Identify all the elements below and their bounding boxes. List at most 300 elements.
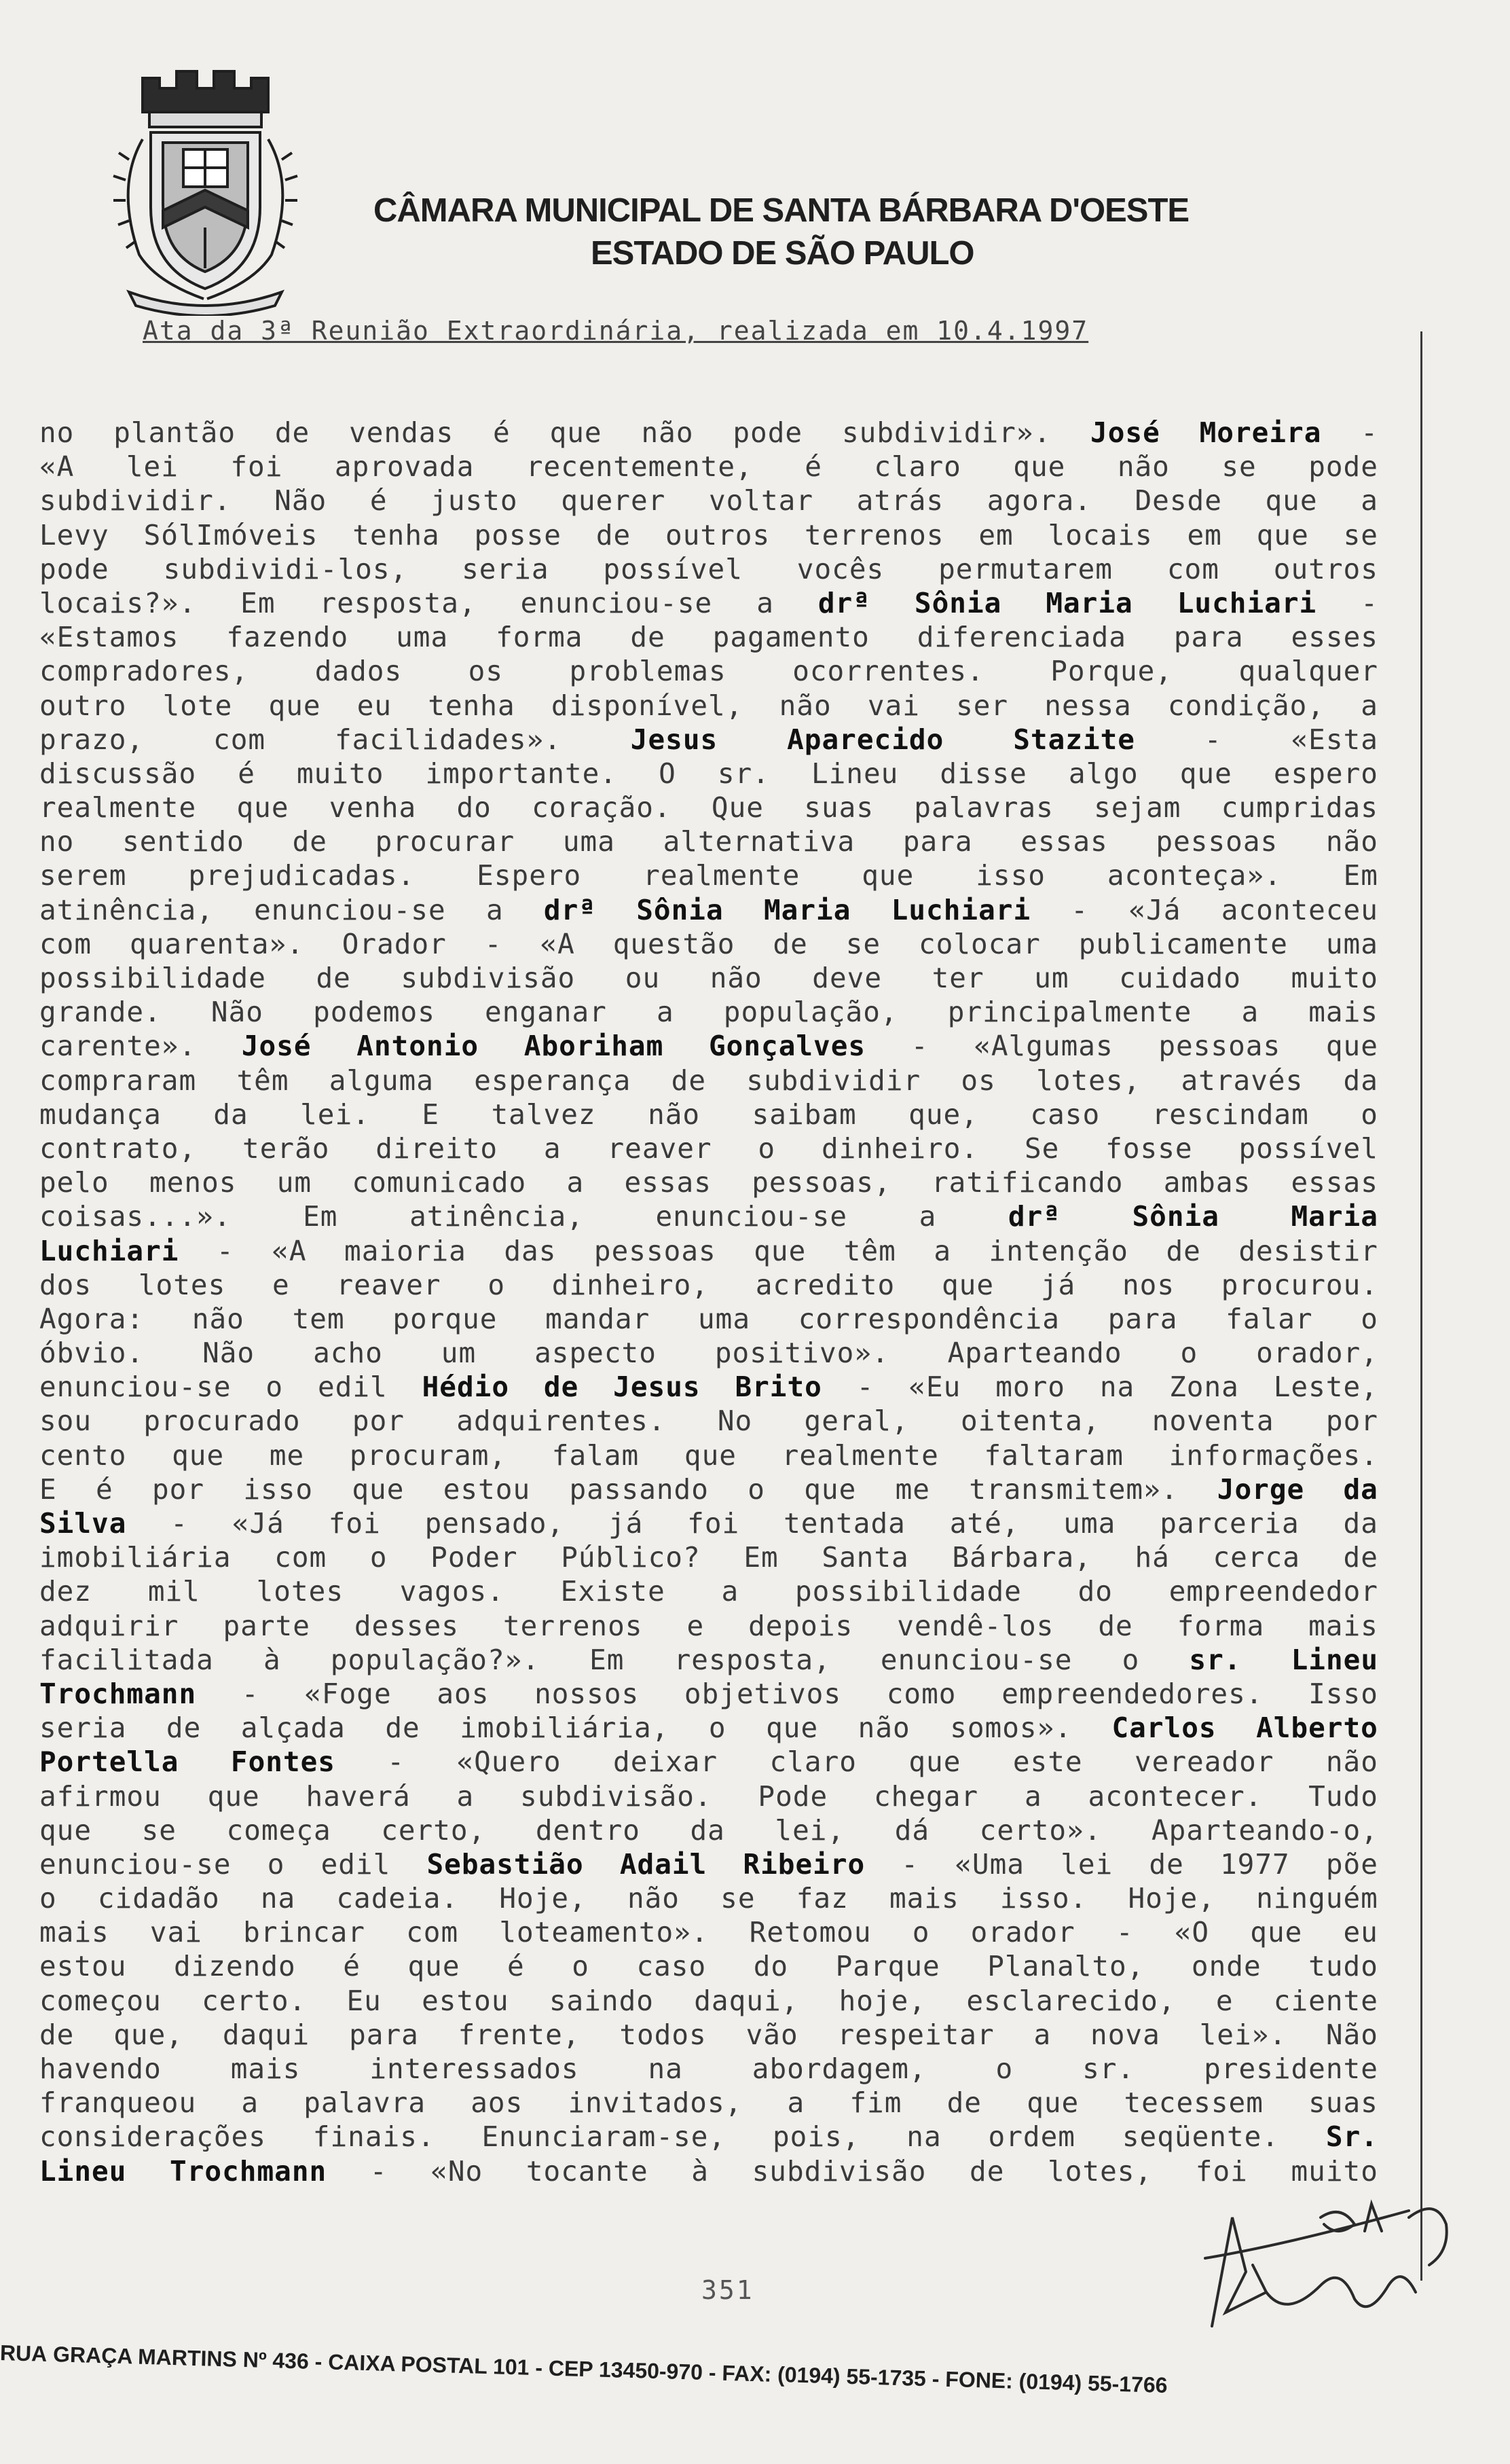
text-word: cento (39, 1438, 127, 1472)
text-word: o (369, 1541, 388, 1574)
text-word: grande. (39, 996, 162, 1029)
text-word: enunciou-se (254, 893, 446, 926)
text-word: realmente (39, 791, 197, 825)
text-word: para (1173, 621, 1244, 654)
text-word: que (207, 1779, 260, 1813)
text-word: que (39, 1813, 92, 1847)
text-word: Espero (477, 859, 582, 892)
text-word: é (95, 1472, 113, 1506)
text-word: aconteceu (1221, 893, 1378, 926)
text-word: lei (1061, 1847, 1113, 1881)
text-word: que (941, 1268, 995, 1301)
text-word: por (151, 1472, 205, 1506)
text-word: este (1012, 1745, 1083, 1779)
text-word: prejudicadas. (188, 859, 416, 892)
text-word: de (1343, 1541, 1378, 1574)
text-line (39, 927, 1378, 961)
text-word: Santa (822, 1541, 909, 1574)
text-word: aconteça». (1107, 859, 1282, 892)
text-word: «Já (232, 1507, 284, 1540)
text-word: seria (39, 1711, 127, 1745)
text-word: o (1361, 1302, 1378, 1335)
text-word: palavras (914, 791, 1054, 825)
text-word: não (627, 1882, 680, 1915)
text-word: compradores, (39, 655, 249, 688)
text-word: coisas...». (39, 1200, 232, 1233)
text-word: noventa (1152, 1405, 1274, 1438)
text-word: do (1078, 1575, 1113, 1608)
speaker-name-word: Sônia (1132, 1200, 1219, 1233)
text-word: prazo, (39, 723, 145, 756)
text-word: acredito (755, 1268, 896, 1301)
text-word: o (572, 1950, 589, 1983)
text-word: é (507, 1950, 525, 1983)
text-word: realmente (781, 1438, 939, 1472)
text-word: é (369, 484, 388, 518)
text-word: pagamento (712, 621, 870, 654)
text-word: a (1024, 1779, 1042, 1813)
text-line (39, 484, 1378, 518)
text-word: espero (1273, 757, 1378, 790)
text-word: sentido (122, 825, 244, 858)
text-line (39, 654, 1378, 688)
text-word: dá (894, 1813, 930, 1847)
text-word: Hoje, (1128, 1882, 1215, 1915)
text-word: carente». (39, 1030, 197, 1063)
text-word: a (919, 1200, 937, 1233)
text-word: interessados (369, 2052, 579, 2085)
text-word: daqui, (694, 1984, 799, 2017)
text-word: população?». (330, 1643, 540, 1676)
text-word: aos (437, 1677, 490, 1710)
speaker-name-word: sr. (1189, 1643, 1242, 1676)
text-word: frente, (458, 2018, 581, 2051)
text-word: dados (314, 655, 403, 688)
text-word: Lineu (811, 757, 899, 790)
text-word: Desde (1135, 484, 1222, 518)
text-word: a (1361, 484, 1378, 518)
text-word: venha (329, 791, 417, 825)
text-word: positivo». (714, 1337, 889, 1370)
text-word: Em (240, 586, 276, 619)
text-word: franqueou (39, 2086, 197, 2120)
text-word: «Foge (304, 1677, 392, 1710)
text-word: pessoas (1158, 1030, 1281, 1063)
text-word: edil (317, 1371, 388, 1404)
text-word: estou (422, 1984, 509, 2017)
text-word: que (684, 1438, 737, 1472)
speaker-name-word: Jesus (630, 723, 718, 756)
text-word: Público? (561, 1541, 701, 1574)
text-word: chegar (874, 1779, 979, 1813)
text-word: de (946, 2086, 982, 2120)
text-word: parte (223, 1609, 310, 1642)
text-word: talvez (491, 1098, 596, 1131)
speaker-name-word: Luchiari (891, 893, 1031, 926)
text-word: Leste, (1273, 1371, 1378, 1404)
speaker-name-word: Lineu (39, 2154, 127, 2188)
text-word: discussão (39, 757, 197, 790)
text-word: a (241, 2086, 259, 2120)
text-word: diferenciada (917, 621, 1126, 654)
text-line (39, 1064, 1378, 1098)
text-word: Não (210, 996, 263, 1029)
text-word: se (1343, 518, 1378, 551)
text-word: que (1179, 757, 1232, 790)
text-word: a (721, 1575, 739, 1608)
text-word: aspecto (534, 1337, 657, 1370)
text-word: - (369, 2154, 388, 2188)
text-line (39, 2018, 1378, 2052)
text-word: transmitem». (969, 1472, 1179, 1506)
text-line (39, 450, 1378, 484)
text-word: reaver (607, 1131, 712, 1165)
text-word: a (656, 996, 674, 1029)
text-word: da (690, 1813, 725, 1847)
text-word: a (787, 2086, 805, 2120)
right-margin-rule (1420, 331, 1422, 2281)
text-word: ter (932, 962, 984, 994)
speaker-name-word: Lineu (1291, 1643, 1378, 1676)
speaker-name-word: Silva (39, 1507, 127, 1540)
text-word: em (978, 518, 1014, 551)
text-word: caso (1030, 1098, 1101, 1131)
text-line (39, 893, 1378, 927)
speaker-name-word: Adail (619, 1847, 707, 1881)
text-word: pensado, (424, 1507, 565, 1540)
text-word: não (858, 1711, 910, 1745)
speaker-name-word: Luchiari (39, 1234, 179, 1267)
text-word: porque (392, 1302, 498, 1335)
text-word: geral, (804, 1405, 909, 1438)
speaker-name-word: Ribeiro (743, 1847, 866, 1881)
text-word: de (385, 1711, 420, 1745)
text-word: - (484, 927, 502, 960)
text-word: somos». (950, 1711, 1072, 1745)
text-line (39, 1540, 1378, 1574)
text-line (39, 416, 1378, 450)
text-line (39, 1915, 1378, 1949)
text-word: objetivos (684, 1677, 842, 1710)
text-word: não (779, 689, 832, 722)
speaker-name-word: Alberto (1256, 1711, 1378, 1745)
text-line (39, 518, 1378, 552)
text-word: certo». (979, 1813, 1102, 1847)
text-word: voltar (708, 484, 814, 518)
text-word: «Já (1128, 893, 1181, 926)
handwritten-signatures (1185, 2190, 1484, 2347)
text-word: de (274, 416, 310, 449)
text-word: invitados, (568, 2086, 743, 2120)
text-word: de (1149, 1847, 1184, 1881)
text-word: Planalto, (987, 1950, 1145, 1983)
text-word: desistir (1238, 1234, 1378, 1267)
text-word: reaver (336, 1268, 441, 1301)
text-word: «Estamos (39, 621, 179, 654)
text-word: mais (39, 1916, 109, 1949)
text-word: pois, (772, 2120, 860, 2154)
text-word: compraram (39, 1064, 197, 1097)
text-word: dos (39, 1268, 92, 1301)
text-line (39, 2086, 1378, 2120)
text-word: de (970, 2154, 1005, 2188)
address-footer (0, 2340, 1168, 2398)
text-word: é (343, 1950, 361, 1983)
text-word: seria (462, 552, 549, 585)
text-word: ninguém (1256, 1882, 1378, 1915)
text-word: o (265, 1371, 284, 1404)
text-word: «Quero (456, 1745, 561, 1779)
text-word: têm (843, 1234, 896, 1267)
text-word: ordem (988, 2120, 1075, 2154)
text-word: moro (995, 1371, 1065, 1404)
text-word: de (1098, 1609, 1133, 1642)
text-word: brincar (243, 1916, 365, 1949)
text-word: tenha (428, 689, 515, 722)
text-word: que (1013, 450, 1066, 484)
text-word: começou (39, 1984, 162, 2017)
text-word: de (595, 518, 631, 551)
text-word: dez (39, 1575, 92, 1608)
text-word: o (1180, 1337, 1198, 1370)
text-word: uma (697, 1302, 751, 1335)
text-word: que (862, 859, 915, 892)
text-word: maioria (344, 1234, 466, 1267)
text-word: fosse (1105, 1131, 1193, 1165)
text-word: Não (1325, 2018, 1378, 2051)
text-word: posse (474, 518, 561, 551)
text-word: Enunciaram-se, (481, 2120, 726, 2154)
text-word: lei (126, 450, 179, 484)
text-word: cadeia. (336, 1882, 459, 1915)
text-word: estou (443, 1472, 531, 1506)
text-word: - (910, 1030, 929, 1063)
chamber-title: CÂMARA MUNICIPAL DE SANTA BÁRBARA D'OESTE (373, 192, 1190, 229)
text-word: terrenos (804, 518, 944, 551)
text-line (39, 689, 1378, 723)
text-word: isso (976, 859, 1046, 892)
text-line (39, 1847, 1378, 1881)
text-word: comunicado (352, 1166, 527, 1199)
text-word: mais (230, 2052, 301, 2085)
speaker-name-word: Antonio (356, 1030, 479, 1063)
text-word: «A (39, 450, 75, 484)
text-word: deixar (613, 1745, 718, 1779)
text-word: o (267, 1847, 285, 1881)
text-word: das (504, 1234, 557, 1267)
text-word: mais (1308, 996, 1378, 1029)
text-word: de (292, 825, 327, 858)
text-word: tecessem (1124, 2086, 1264, 2120)
text-word: de (39, 2018, 75, 2051)
text-word: plantão (113, 416, 236, 449)
text-word: adquirentes. (456, 1405, 666, 1438)
text-word: «O (1174, 1916, 1210, 1949)
text-word: recentemente, (526, 450, 753, 484)
speaker-name-word: Stazite (1013, 723, 1135, 756)
text-word: um (276, 1166, 312, 1199)
text-word: «Algumas (974, 1030, 1113, 1063)
text-word: tudo (1308, 1950, 1378, 1983)
footer-address: GRAÇA MARTINS Nº 436 - CAIXA POSTAL 101 - CEP 13450-970 - FAX: (0194) 55-1735 - FONE: (0194) 55-1766 (52, 2342, 1168, 2398)
text-word: No (717, 1405, 753, 1438)
text-line (39, 1949, 1378, 1983)
text-word: que (352, 1472, 405, 1506)
text-word: permutarem (938, 552, 1113, 585)
text-word: - (241, 1677, 259, 1710)
text-word: o (1361, 1098, 1378, 1131)
text-word: na (1099, 1371, 1135, 1404)
text-word: empreendedor (1168, 1575, 1378, 1608)
text-word: claro (874, 450, 961, 484)
speaker-name-word: José (1090, 416, 1160, 449)
text-word: adquirir (39, 1609, 179, 1642)
text-word: cumpridas (1221, 791, 1378, 825)
text-word: suas (1308, 2086, 1378, 2120)
text-word: - (216, 1234, 234, 1267)
speaker-name-word: Aboriham (523, 1030, 664, 1063)
text-word: com (1166, 552, 1219, 585)
text-word: mandar (545, 1302, 650, 1335)
text-word: procurar (375, 825, 515, 858)
text-word: facilitada (39, 1643, 214, 1676)
text-word: dinheiro. (821, 1131, 979, 1165)
page-number: 351 (701, 2275, 754, 2305)
minutes-body-text (39, 416, 1378, 2188)
text-word: na (648, 2052, 683, 2085)
text-word: possibilidade (794, 1575, 1022, 1608)
text-word: subdivisão (401, 962, 576, 994)
text-word: não (1325, 825, 1378, 858)
text-word: atinência, (39, 893, 214, 926)
text-line (39, 552, 1378, 586)
text-word: querer (561, 484, 666, 518)
text-word: se (1221, 450, 1257, 484)
text-word: uma (396, 621, 449, 654)
text-word: se (845, 927, 881, 960)
text-word: publicamente (1078, 927, 1288, 960)
text-word: «A (540, 927, 575, 960)
text-word: de (1166, 1234, 1201, 1267)
text-word: o (912, 1916, 930, 1949)
text-word: é (493, 416, 511, 449)
text-word: não (641, 416, 694, 449)
text-word: Em (1343, 859, 1378, 892)
text-word: «A (272, 1234, 307, 1267)
text-line (39, 1677, 1378, 1711)
text-word: a (456, 1779, 475, 1813)
text-line (39, 1131, 1378, 1165)
text-word: o (758, 1131, 776, 1165)
text-word: óbvio. (39, 1337, 145, 1370)
text-word: a (566, 1166, 585, 1199)
text-word: enganar (485, 996, 607, 1029)
text-word: terão (242, 1131, 330, 1165)
text-word: havendo (39, 2052, 162, 2085)
text-line (39, 2052, 1378, 2086)
text-word: o (1122, 1643, 1140, 1676)
text-line (39, 1881, 1378, 1915)
text-word: que (268, 689, 321, 722)
text-word: Em (589, 1643, 625, 1676)
text-word: uma (1063, 1507, 1116, 1540)
text-word: à (263, 1643, 281, 1676)
text-line (39, 1404, 1378, 1438)
text-word: tenha (352, 518, 440, 551)
text-word: vocês (796, 552, 885, 585)
text-line (39, 723, 1378, 757)
text-word: lei». (1199, 2018, 1287, 2051)
text-line (39, 995, 1378, 1029)
text-word: não (1117, 450, 1170, 484)
text-word: correspondência (798, 1302, 1060, 1335)
text-word: não (710, 962, 762, 994)
text-word: vai (867, 689, 920, 722)
text-word: sou (39, 1405, 92, 1438)
text-word: ciente (1273, 1984, 1378, 2017)
text-word: o (995, 2052, 1014, 2085)
text-word: esperança (474, 1064, 631, 1097)
text-word: - (1361, 416, 1378, 449)
text-word: Se (1024, 1131, 1060, 1165)
text-word: Aparteando (947, 1337, 1122, 1370)
text-word: dinheiro, (551, 1268, 709, 1301)
text-line (39, 2154, 1378, 2188)
speaker-name-word: drª (543, 893, 596, 926)
text-word: isso (243, 1472, 314, 1506)
text-word: saibam (752, 1098, 857, 1131)
text-word: ocorrentes. (792, 655, 984, 688)
text-word: no (39, 825, 75, 858)
speaker-name-word: Portella (39, 1745, 179, 1779)
text-word: tentada (784, 1507, 906, 1540)
speaker-name-word: Maria (1291, 1200, 1378, 1233)
text-word: lei. (300, 1098, 370, 1131)
text-word: subdivisão. (520, 1779, 712, 1813)
speaker-name-word: Maria (763, 893, 851, 926)
text-word: através (1181, 1064, 1304, 1097)
text-word: Retomou (749, 1916, 872, 1949)
text-word: a (1361, 689, 1378, 722)
text-line (39, 1438, 1378, 1472)
text-word: abordagem, (752, 2052, 927, 2085)
text-word: que (804, 1472, 857, 1506)
text-word: dentro (535, 1813, 640, 1847)
text-word: da (1343, 1064, 1378, 1097)
text-word: falar (1226, 1302, 1313, 1335)
text-word: - (1361, 586, 1378, 619)
text-word: do (456, 791, 492, 825)
text-word: hoje, (839, 1984, 927, 2017)
text-word: lotes (256, 1575, 344, 1608)
text-word: subdividir (746, 1064, 921, 1097)
text-word: quarenta». (129, 927, 304, 960)
text-word: tem (292, 1302, 345, 1335)
text-word: pessoas (1156, 825, 1278, 858)
text-word: facilidades». (334, 723, 561, 756)
text-word: nossos (534, 1677, 640, 1710)
text-word: seqüente. (1122, 2120, 1280, 2154)
text-word: principalmente (947, 996, 1192, 1029)
text-word: serem (39, 859, 127, 892)
text-word: de (671, 1064, 707, 1097)
text-word: já (1040, 1268, 1076, 1301)
speaker-name-word: Luchiari (1177, 586, 1317, 619)
text-line (39, 1574, 1378, 1608)
text-word: a (543, 1131, 561, 1165)
text-word: cidadão (97, 1882, 220, 1915)
text-word: vão (745, 2018, 798, 2051)
